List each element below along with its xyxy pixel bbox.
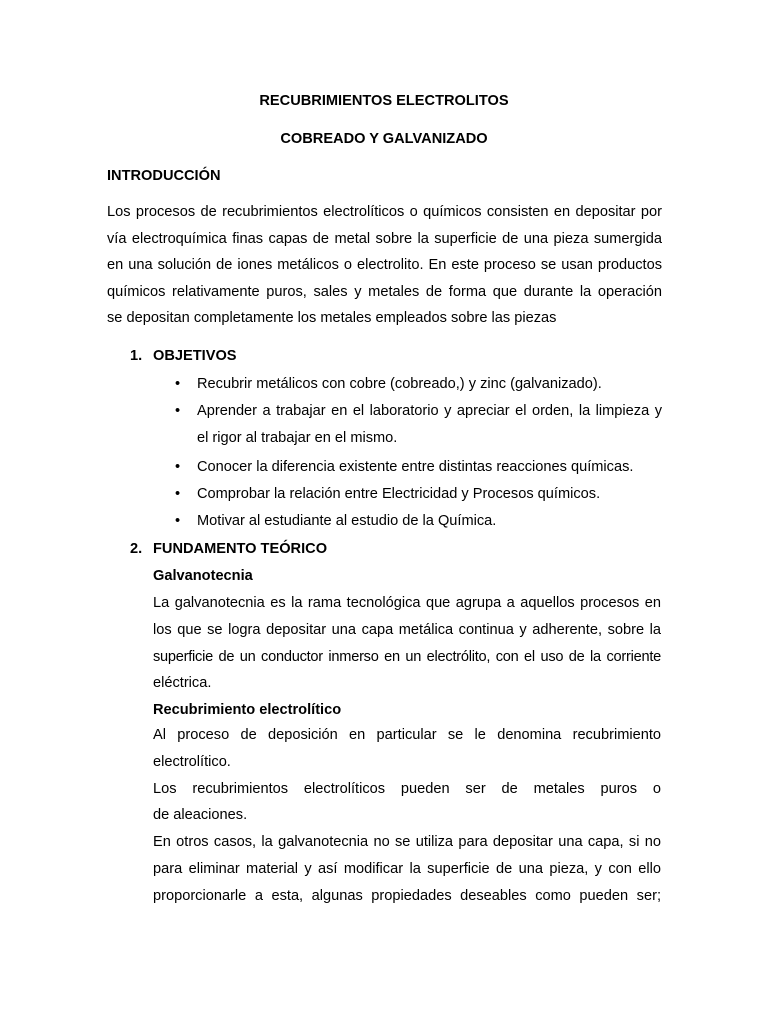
paragraph-line: Los recubrimientos electrolíticos pueden ser de metales puros o: [153, 780, 661, 797]
intro-line: se depositan completamente los metales empleados sobre las piezas: [107, 310, 557, 327]
paragraph-line: Al proceso de deposición en particular se le denomina recubrimiento: [153, 727, 661, 743]
document-subtitle: COBREADO Y GALVANIZADO: [280, 131, 488, 147]
section-number: 1.: [130, 348, 143, 364]
section-title-objetivos: OBJETIVOS: [153, 348, 237, 364]
subsection-title-galvanotecnia: Galvanotecnia: [153, 568, 253, 584]
intro-paragraph: [107, 199, 662, 332]
list-item-text: Motivar al estudiante al estudio de la Química.: [197, 513, 497, 529]
list-item-text: Conocer la diferencia existente entre distintas reacciones químicas.: [197, 459, 634, 475]
bullet-dot: •: [175, 513, 181, 529]
list-item-text: el rigor al trabajar en el mismo.: [197, 430, 398, 447]
bullet-dot: •: [175, 403, 181, 419]
paragraph-line: electrolítico.: [153, 753, 231, 770]
list-item-text: Recubrir metálicos con cobre (cobreado,) y zinc (galvanizado).: [197, 376, 602, 392]
intro-line: Los procesos de recubrimientos electrolíticos o químicos consisten en depositar por: [107, 204, 662, 220]
section-title-fundamento: FUNDAMENTO TEÓRICO: [153, 541, 328, 557]
paragraph-line: de aleaciones.: [153, 807, 248, 824]
document-title: RECUBRIMIENTOS ELECTROLITOS: [259, 93, 509, 109]
list-item: [175, 481, 601, 508]
bullet-dot: •: [175, 459, 181, 475]
paragraph-line: superficie de un conductor inmerso en un electrólito, con el uso de la corriente: [153, 648, 661, 665]
bullet-dot: •: [175, 486, 181, 502]
intro-line: en una solución de iones metálicos o electrolito. En este proceso se usan productos: [107, 257, 662, 274]
list-item: [175, 454, 634, 481]
paragraph-line: los que se logra depositar una capa metálica continua y adherente, sobre la: [153, 621, 661, 638]
list-item-text: Aprender a trabajar en el laboratorio y apreciar el orden, la limpieza y: [197, 403, 662, 419]
list-item-text: Comprobar la relación entre Electricidad y Procesos químicos.: [197, 486, 601, 502]
list-item: [175, 508, 497, 535]
galvanotecnia-paragraph: [153, 590, 661, 697]
subsection-title-recubrimiento: Recubrimiento electrolítico: [153, 702, 342, 718]
paragraph-line: proporcionarle a esta, algunas propiedades deseables como pueden ser;: [153, 887, 661, 904]
list-item: [175, 371, 602, 398]
intro-heading: INTRODUCCIÓN: [107, 168, 221, 184]
bullet-dot: •: [175, 376, 181, 392]
paragraph-line: La galvanotecnia es la rama tecnológica que agrupa a aquellos procesos en: [153, 595, 661, 611]
section-number: 2.: [130, 541, 143, 557]
intro-line: químicos relativamente puros, sales y metales de forma que durante la operación: [107, 283, 662, 300]
intro-line: vía electroquímica finas capas de metal sobre la superficie de una pieza sumergida: [107, 230, 662, 247]
paragraph-line: En otros casos, la galvanotecnia no se utiliza para depositar una capa, si no: [153, 834, 661, 851]
recubrimiento-paragraph: [153, 722, 661, 910]
paragraph-line: para eliminar material y así modificar la superficie de una pieza, y con ello: [153, 860, 661, 877]
list-item: [175, 398, 662, 453]
paragraph-line: eléctrica.: [153, 675, 212, 692]
